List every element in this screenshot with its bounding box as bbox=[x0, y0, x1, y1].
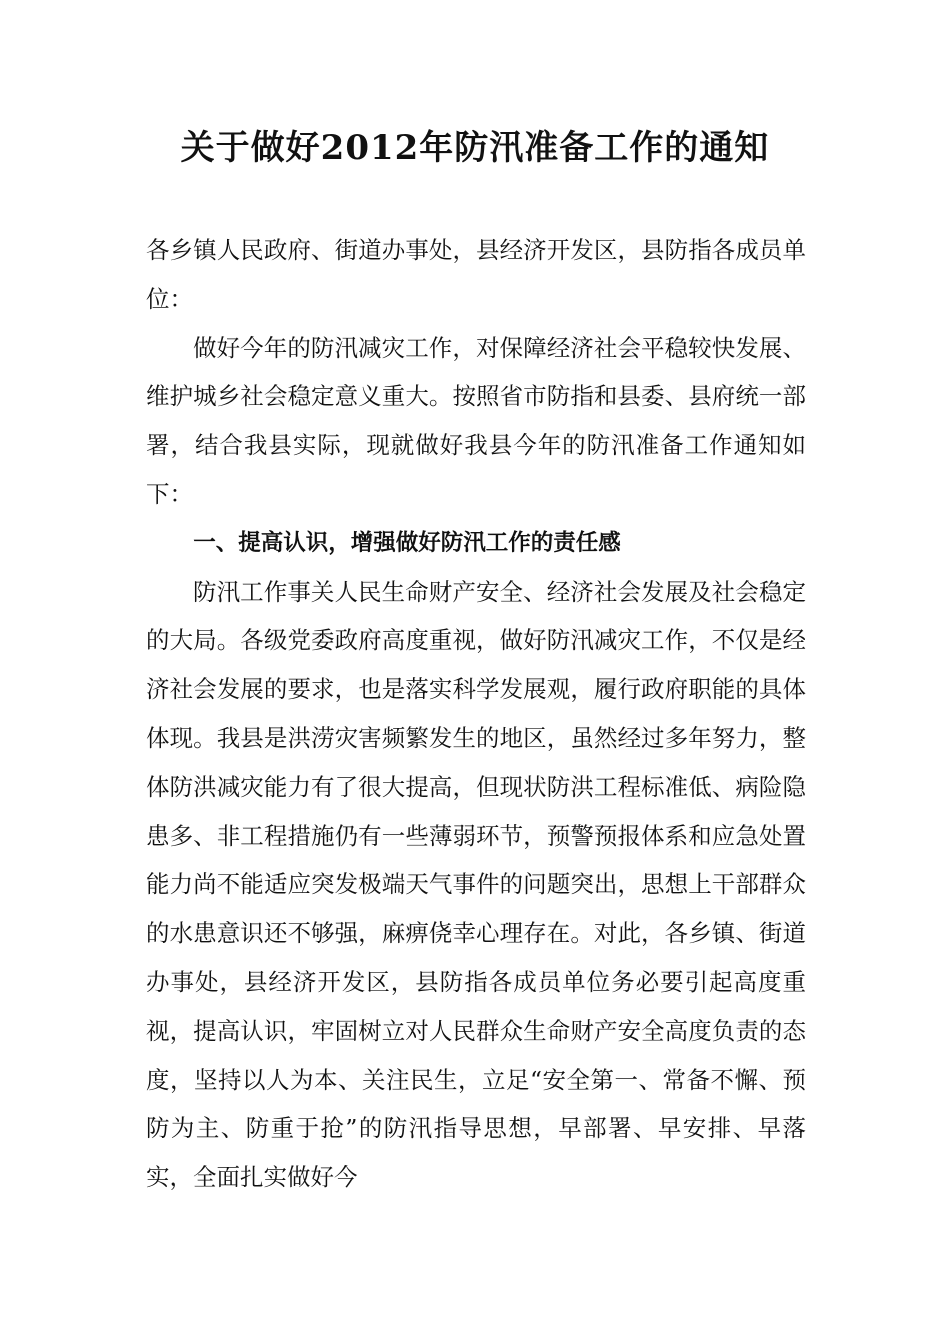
document-body bbox=[146, 226, 806, 1202]
document-title: 关于做好2012年防汛准备工作的通知 bbox=[180, 128, 770, 168]
section-body-paragraph: 防汛工作事关人民生命财产安全、经济社会发展及社会稳定的大局。各级党委政府高度重视，做好防汛减灾工作，不仅是经济社会发展的要求，也是落实科学发展观，履行政府职能的具体体现。我县是洪涝灾害频繁发生的地区，虽然经过多年努力，整体防洪减灾能力有了很大提高，但现状防洪工程标准低、病险隐患多、非工程措施仍有一些薄弱环节，预警预报体系和应急处置能力尚不能适应突发极端天气事件的问题突出，思想上干部群众的水患意识还不够强，麻痹侥幸心理存在。对此，各乡镇、街道办事处，县经济开发区，县防指各成员单位务必要引起高度重视，提高认识，牢固树立对人民群众生命财产安全高度负责的态度，坚持以人为本、关注民生，立足“安全第一、常备不懈、预防为主、防重于抢”的防汛指导思想，早部署、早安排、早落实，全面扎实做好今 bbox=[146, 577, 806, 1192]
intro-paragraph: 做好今年的防汛减灾工作，对保障经济社会平稳较快发展、维护城乡社会稳定意义重大。按照省市防指和县委、县府统一部署，结合我县实际，现就做好我县今年的防汛准备工作通知如下： bbox=[146, 333, 806, 508]
section-heading: 一、提高认识，增强做好防汛工作的责任感 bbox=[193, 529, 621, 556]
addressee-line: 各乡镇人民政府、街道办事处，县经济开发区，县防指各成员单位： bbox=[146, 236, 806, 313]
